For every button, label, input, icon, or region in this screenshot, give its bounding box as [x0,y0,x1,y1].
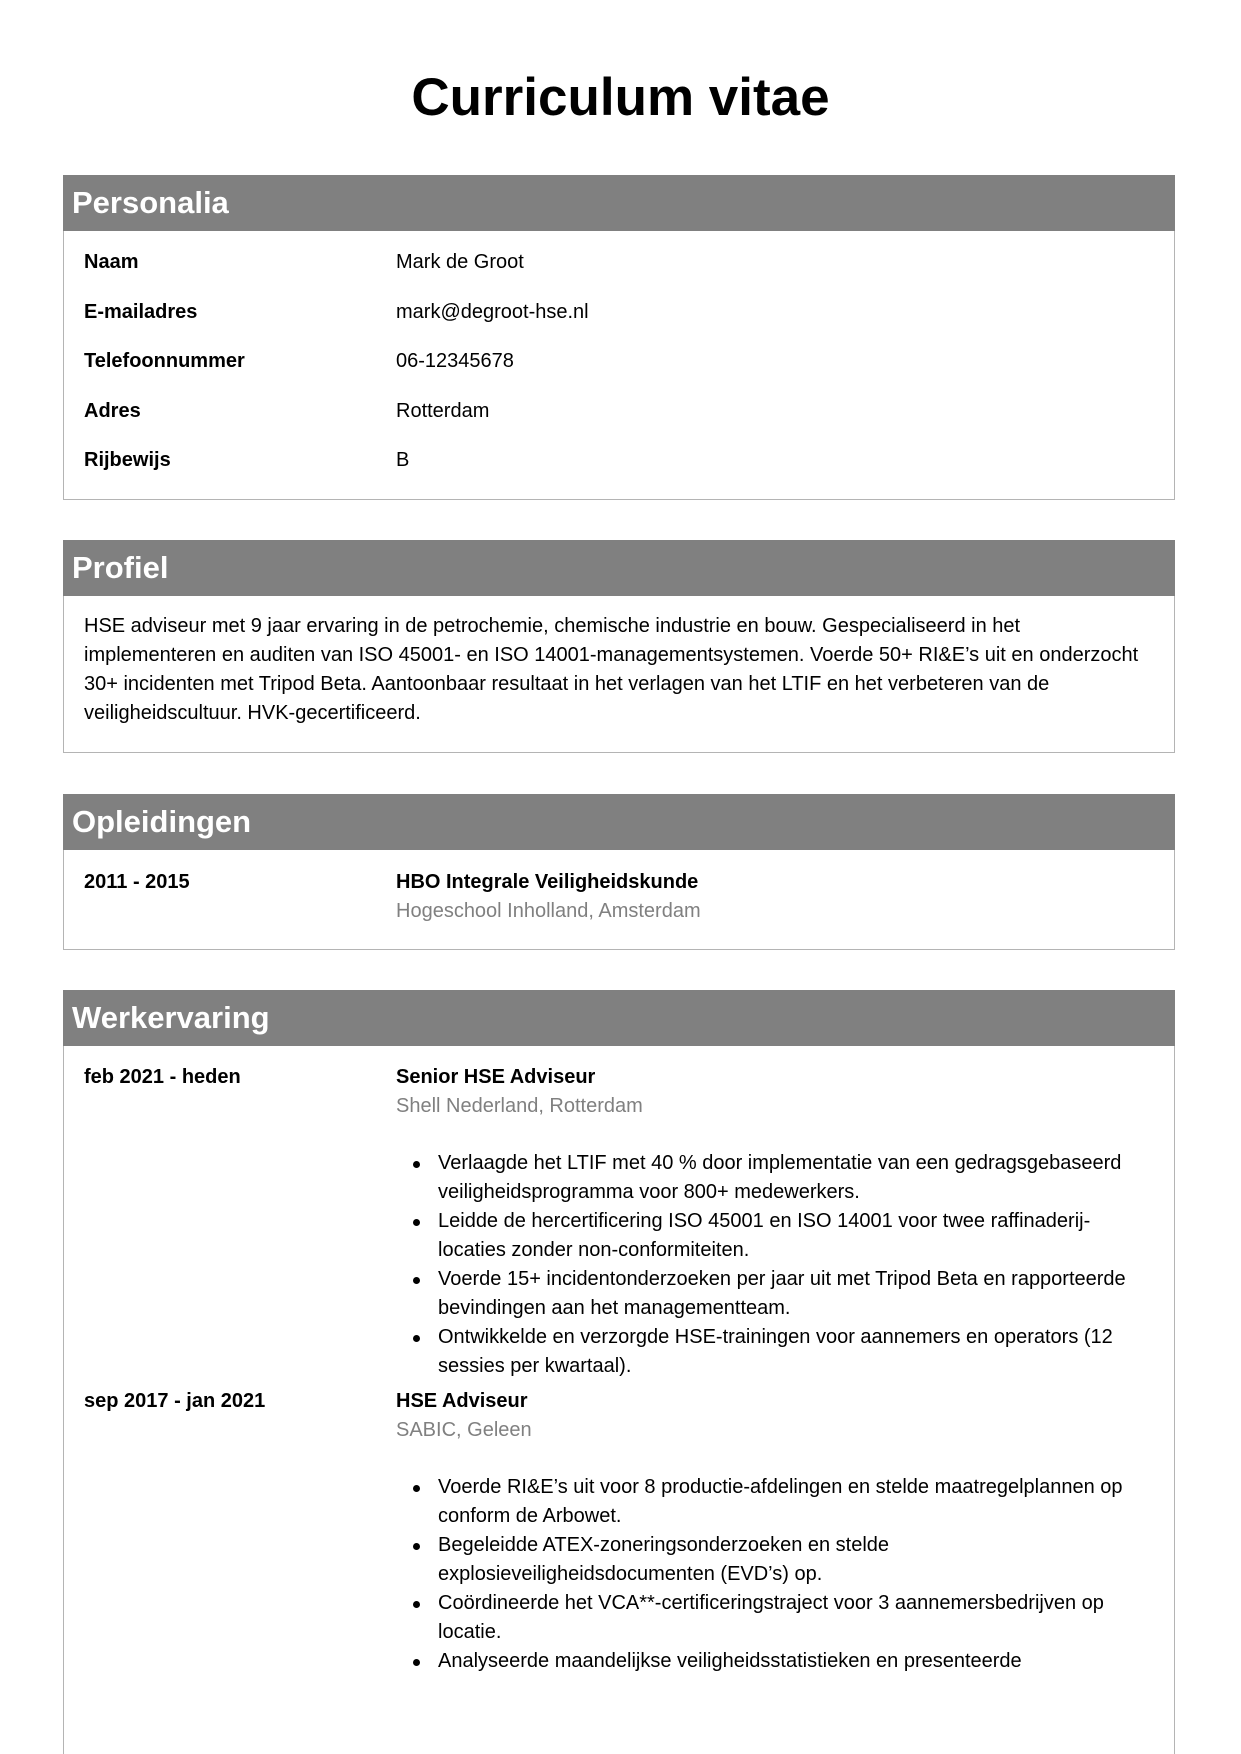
personalia-row-telefoon [84,347,1154,397]
opleidingen-heading: Opleidingen [63,794,1175,850]
bullet-icon [413,1161,420,1168]
work-period: feb 2021 - heden [84,1066,241,1088]
list-item [396,1647,1154,1676]
bullet-icon [413,1485,420,1492]
education-institution: Hogeschool Inholland, Amsterdam [396,900,701,922]
work-entry [84,1063,1154,1381]
bullet-icon [413,1277,420,1284]
education-title: HBO Integrale Veiligheidskunde [396,871,699,893]
achievement-text: Ontwikkelde en verzorgde HSE-trainingen voor aannemers en operators (12 sessies per kwartaal). [438,1326,1113,1377]
field-value: Mark de Groot [396,251,524,273]
achievement-text: Voerde 15+ incidentonderzoeken per jaar uit met Tripod Beta en rapporteerde bevindingen aan het managementteam. [438,1268,1126,1319]
personalia-row-naam [84,248,1154,298]
list-item [396,1531,1154,1589]
personalia-heading: Personalia [63,175,1175,231]
achievement-list [396,1473,1154,1676]
list-item [396,1149,1154,1207]
bullet-icon [413,1543,420,1550]
education-period: 2011 - 2015 [84,871,190,893]
achievement-text: Analyseerde maandelijkse veiligheidsstatistieken en presenteerde [438,1650,1022,1672]
bullet-icon [413,1601,420,1608]
field-value: B [396,449,410,471]
personalia-row-adres [84,397,1154,447]
work-entry [84,1387,1154,1676]
bullet-icon [413,1335,420,1342]
field-label: Naam [84,251,139,273]
job-title: Senior HSE Adviseur [396,1066,596,1088]
achievement-text: Leidde de hercertificering ISO 45001 en ISO 14001 voor twee raffinaderij-locaties zonder non-conformiteiten. [438,1210,1091,1261]
company-name: Shell Nederland, Rotterdam [396,1095,643,1117]
achievement-text: Verlaagde het LTIF met 40 % door implementatie van een gedragsgebaseerd veiligheidsprogramma voor 800+ medewerkers. [438,1152,1122,1203]
list-item [396,1323,1154,1381]
company-name: SABIC, Geleen [396,1419,532,1441]
personalia-row-rijbewijs [84,446,1154,496]
list-item [396,1207,1154,1265]
werkervaring-heading: Werkervaring [63,990,1175,1046]
achievement-text: Coördineerde het VCA**-certificeringstraject voor 3 aannemersbedrijven op locatie. [438,1592,1104,1643]
field-value: Rotterdam [396,399,490,422]
profiel-section [63,540,1175,753]
profile-text: HSE adviseur met 9 jaar ervaring in de petrochemie, chemische industrie en bouw. Gespecialiseerd in het implementeren en auditen van ISO 45001- en ISO 14001-managementsystemen. Voerde 50+ RI&E’s uit en onderzocht 30+ incidenten met Tripod Beta. Aantoonbaar resultaat in het verlagen van het LTIF en het verbeteren van de veiligheidscultuur. HVK-gecertificeerd. [84,615,1139,724]
werkervaring-section [63,990,1175,1754]
list-item [396,1589,1154,1647]
bullet-icon [413,1659,420,1666]
list-item [396,1265,1154,1323]
list-item [396,1473,1154,1531]
achievement-list [396,1149,1154,1381]
page-title: Curriculum vitae [411,68,830,127]
job-title: HSE Adviseur [396,1390,528,1412]
field-label: Rijbewijs [84,449,171,471]
field-value: 06-12345678 [396,350,514,372]
field-value: mark@degroot-hse.nl [396,300,589,323]
personalia-row-email [84,298,1154,348]
education-entry [84,868,1154,926]
personalia-section [63,175,1175,500]
work-period: sep 2017 - jan 2021 [84,1390,266,1412]
field-label: Telefoonnummer [84,350,245,372]
field-label: Adres [84,399,141,422]
opleidingen-section [63,794,1175,950]
bullet-icon [413,1219,420,1226]
field-label: E-mailadres [84,300,198,323]
achievement-text: Voerde RI&E’s uit voor 8 productie-afdelingen en stelde maatregelplannen op conform de Arbowet. [438,1476,1123,1527]
achievement-text: Begeleidde ATEX-zoneringsonderzoeken en stelde explosieveiligheidsdocumenten (EVD’s) op. [438,1534,890,1585]
profiel-heading: Profiel [63,540,1175,596]
